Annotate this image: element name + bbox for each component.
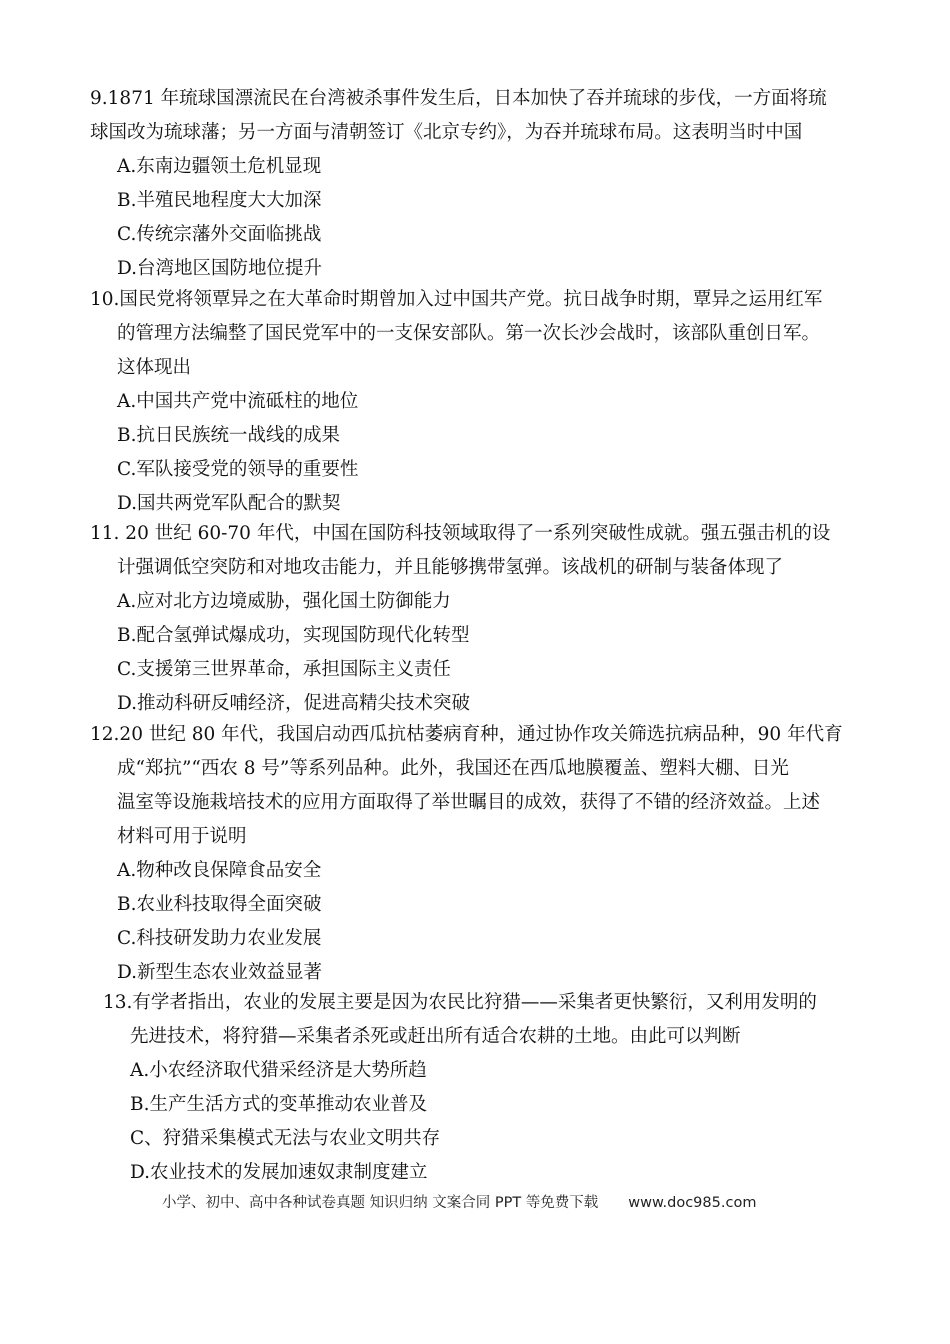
question-stem-line: 球国改为琉球藩；另一方面与清朝签订《北京专约》，为吞并琉球布局。这表明当时中国 [90,122,803,143]
question-10 [90,283,822,521]
option-a: A.东南边疆领土危机显现 [117,156,322,177]
option-d: D.推动科研反哺经济，促进高精尖技术突破 [117,693,471,714]
question-stem-line: 13.有学者指出，农业的发展主要是因为农民比狩猎——采集者更快繁衍，又利用发明的 [103,992,817,1013]
option-a: A.中国共产党中流砥柱的地位 [117,391,359,412]
option-c: C.传统宗藩外交面临挑战 [117,224,322,245]
question-stem-line: 成“郑抗”“西农 8 号”等系列品种。此外，我国还在西瓜地膜覆盖、塑料大棚、日光 [117,758,789,779]
question-12 [90,718,843,990]
question-stem-line: 计强调低空突防和对地攻击能力，并且能够携带氢弹。该战机的研制与装备体现了 [117,557,784,578]
question-stem-line: 先进技术，将狩猎—采集者杀死或赶出所有适合农耕的土地。由此可以判断 [130,1026,741,1047]
option-b: B.配合氢弹试爆成功，实现国防现代化转型 [117,625,470,646]
option-c: C.军队接受党的领导的重要性 [117,459,359,480]
question-stem-line: 9.1871 年琉球国漂流民在台湾被杀事件发生后，日本加快了吞并琉球的步伐，一方面将琉 [90,88,827,109]
footer-site: www.doc985.com [628,1195,757,1211]
option-d: D.新型生态农业效益显著 [117,962,323,983]
question-stem-line: 10.国民党将领覃异之在大革命时期曾加入过中国共产党。抗日战争时期，覃异之运用红军 [90,289,823,310]
option-d: D.农业技术的发展加速奴隶制度建立 [130,1162,428,1183]
page-footer [162,1191,756,1212]
option-c: C.支援第三世界革命，承担国际主义责任 [117,659,451,680]
option-d: D.台湾地区国防地位提升 [117,258,323,279]
question-stem-line: 的管理方法编整了国民党军中的一支保安部队。第一次长沙会战时，该部队重创日军。 [117,323,821,344]
option-b: B.农业科技取得全面突破 [117,894,322,915]
option-c: C.科技研发助力农业发展 [117,928,322,949]
option-d: D.国共两党军队配合的默契 [117,493,341,514]
option-b: B.半殖民地程度大大加深 [117,190,322,211]
option-b: B.生产生活方式的变革推动农业普及 [130,1094,427,1115]
question-stem-line: 11. 20 世纪 60-70 年代，中国在国防科技领域取得了一系列突破性成就。强五强击机的设 [90,523,831,544]
option-b: B.抗日民族统一战线的成果 [117,425,340,446]
question-11 [90,517,830,721]
question-stem-line: 材料可用于说明 [117,826,247,847]
option-a: A.小农经济取代猎采经济是大势所趋 [130,1060,427,1081]
option-a: A.应对北方边境威胁，强化国土防御能力 [117,591,451,612]
question-stem-line: 温室等设施栽培技术的应用方面取得了举世瞩目的成效，获得了不错的经济效益。上述 [117,792,821,813]
question-13 [103,986,817,1190]
option-a: A.物种改良保障食品安全 [117,860,322,881]
question-stem-line: 这体现出 [117,357,192,378]
question-9 [90,82,827,286]
footer-text: 小学、初中、高中各种试卷真题 知识归纳 文案合同 PPT 等免费下载 [162,1195,599,1211]
question-stem-line: 12.20 世纪 80 年代，我国启动西瓜抗枯萎病育种，通过协作攻关筛选抗病品种，90 年代育 [90,724,843,745]
option-c: C、狩猎采集模式无法与农业文明共存 [130,1128,441,1149]
